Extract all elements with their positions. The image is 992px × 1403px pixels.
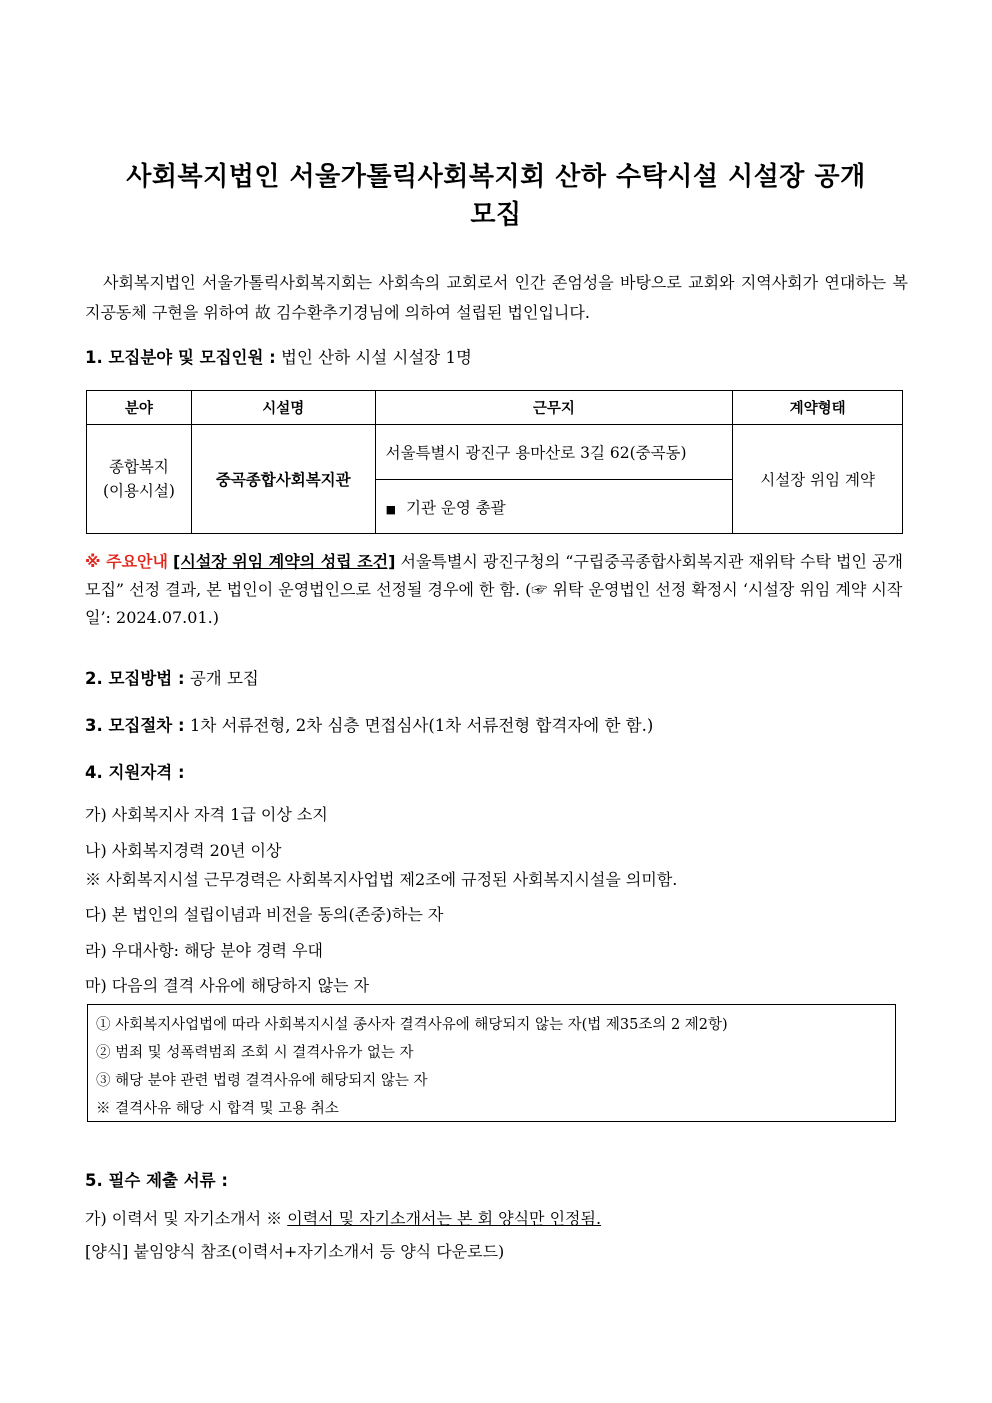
bullet-icon: ■: [385, 502, 397, 516]
header-location: 근무지: [375, 391, 733, 425]
section-1-heading: 1. 모집분야 및 모집인원 :: [85, 348, 276, 367]
disqualification-item: ※ 결격사유 해당 시 합격 및 고용 취소: [96, 1101, 339, 1117]
field-line-1: 종합복지: [108, 458, 169, 476]
duty-cell: [375, 480, 733, 534]
disqualification-item: ② 범죄 및 성폭력범죄 조회 시 결격사유가 없는 자: [96, 1045, 414, 1061]
qualification-d: 라) 우대사항: 해당 분야 경력 우대: [85, 941, 323, 960]
header-field: 분야: [87, 391, 192, 425]
location-cell: 서울특별시 광진구 용마산로 3길 62(중곡동): [375, 425, 733, 480]
section-2-heading: 2. 모집방법 :: [85, 669, 185, 688]
section-2-text: 공개 모집: [184, 669, 259, 688]
document-item-a-prefix: 가) 이력서 및 자기소개서 ※: [85, 1209, 288, 1228]
table-row: [87, 425, 903, 480]
section-3: [85, 714, 653, 738]
notice: [85, 548, 907, 632]
section-3-text: 1차 서류전형, 2차 심층 면접심사(1차 서류전형 합격자에 한 함.): [184, 716, 654, 735]
header-facility: 시설명: [191, 391, 375, 425]
table-header-row: [87, 391, 903, 425]
document-item-a: [85, 1207, 601, 1231]
qualification-b: 나) 사회복지경력 20년 이상: [85, 841, 282, 860]
qualification-a: 가) 사회복지사 자격 1급 이상 소지: [85, 805, 328, 824]
header-contract: 계약형태: [733, 391, 903, 425]
facility-cell: 중곡종합사회복지관: [191, 425, 375, 534]
disqualification-item: ① 사회복지사업법에 따라 사회복지시설 종사자 결격사유에 해당되지 않는 자(법 제35조의 2 제2항): [96, 1017, 728, 1033]
contract-cell: 시설장 위임 계약: [733, 425, 903, 534]
notice-condition: [시설장 위임 계약의 성립 조건]: [173, 552, 396, 571]
notice-text: 서울특별시 광진구청의 “구립중곡종합사회복지관 재위탁 수탁 법인 공개모집” 선정 결과, 본 법인이 운영법인으로 선정될 경우에 한 함. (☞ 위탁 운영법인 선정 확정시 ‘시설장 위임 계약 시작일’: 2024.07.01.): [85, 552, 903, 627]
qualification-note: ※ 사회복지시설 근무경력은 사회복지사업법 제2조에 규정된 사회복지시설을 의미함.: [85, 870, 678, 889]
section-3-heading: 3. 모집절차 :: [85, 716, 185, 735]
disqualification-box: [87, 1004, 896, 1122]
section-1-text: 법인 산하 시설 시설장 1명: [275, 348, 472, 367]
title-line-2: 모집: [470, 200, 522, 230]
section-2: [85, 667, 259, 691]
section-5-heading: 5. 필수 제출 서류 :: [85, 1171, 228, 1190]
recruitment-table: [86, 390, 903, 534]
qualification-e: 마) 다음의 결격 사유에 해당하지 않는 자: [85, 976, 370, 995]
section-4: [85, 761, 185, 785]
field-line-2: (이용시설): [102, 482, 175, 500]
section-1: [85, 346, 472, 370]
notice-mark: ※ 주요안내: [85, 552, 168, 571]
intro-paragraph: 사회복지법인 서울가톨릭사회복지회는 사회속의 교회로서 인간 존엄성을 바탕으로 교회와 지역사회가 연대하는 복지공동체 구현을 위하여 故 김수환추기경님에 의하여 설립된 법인입니다.: [85, 273, 908, 322]
disqualification-item: ③ 해당 분야 관련 법령 결격사유에 해당되지 않는 자: [96, 1073, 428, 1089]
document-item-a-note: 이력서 및 자기소개서는 본 회 양식만 인정됨.: [287, 1209, 602, 1228]
field-cell: [87, 425, 192, 534]
duty-text: 기관 운영 총괄: [406, 498, 506, 517]
title-line-1: 사회복지법인 서울가톨릭사회복지회 산하 수탁시설 시설장 공개: [126, 162, 866, 192]
form-note: [양식] 붙임양식 참조(이력서+자기소개서 등 양식 다운로드): [85, 1242, 505, 1261]
section-5: [85, 1169, 228, 1193]
page-title: [80, 158, 912, 234]
section-4-heading: 4. 지원자격 :: [85, 763, 185, 782]
qualification-c: 다) 본 법인의 설립이념과 비전을 동의(존중)하는 자: [85, 905, 444, 924]
